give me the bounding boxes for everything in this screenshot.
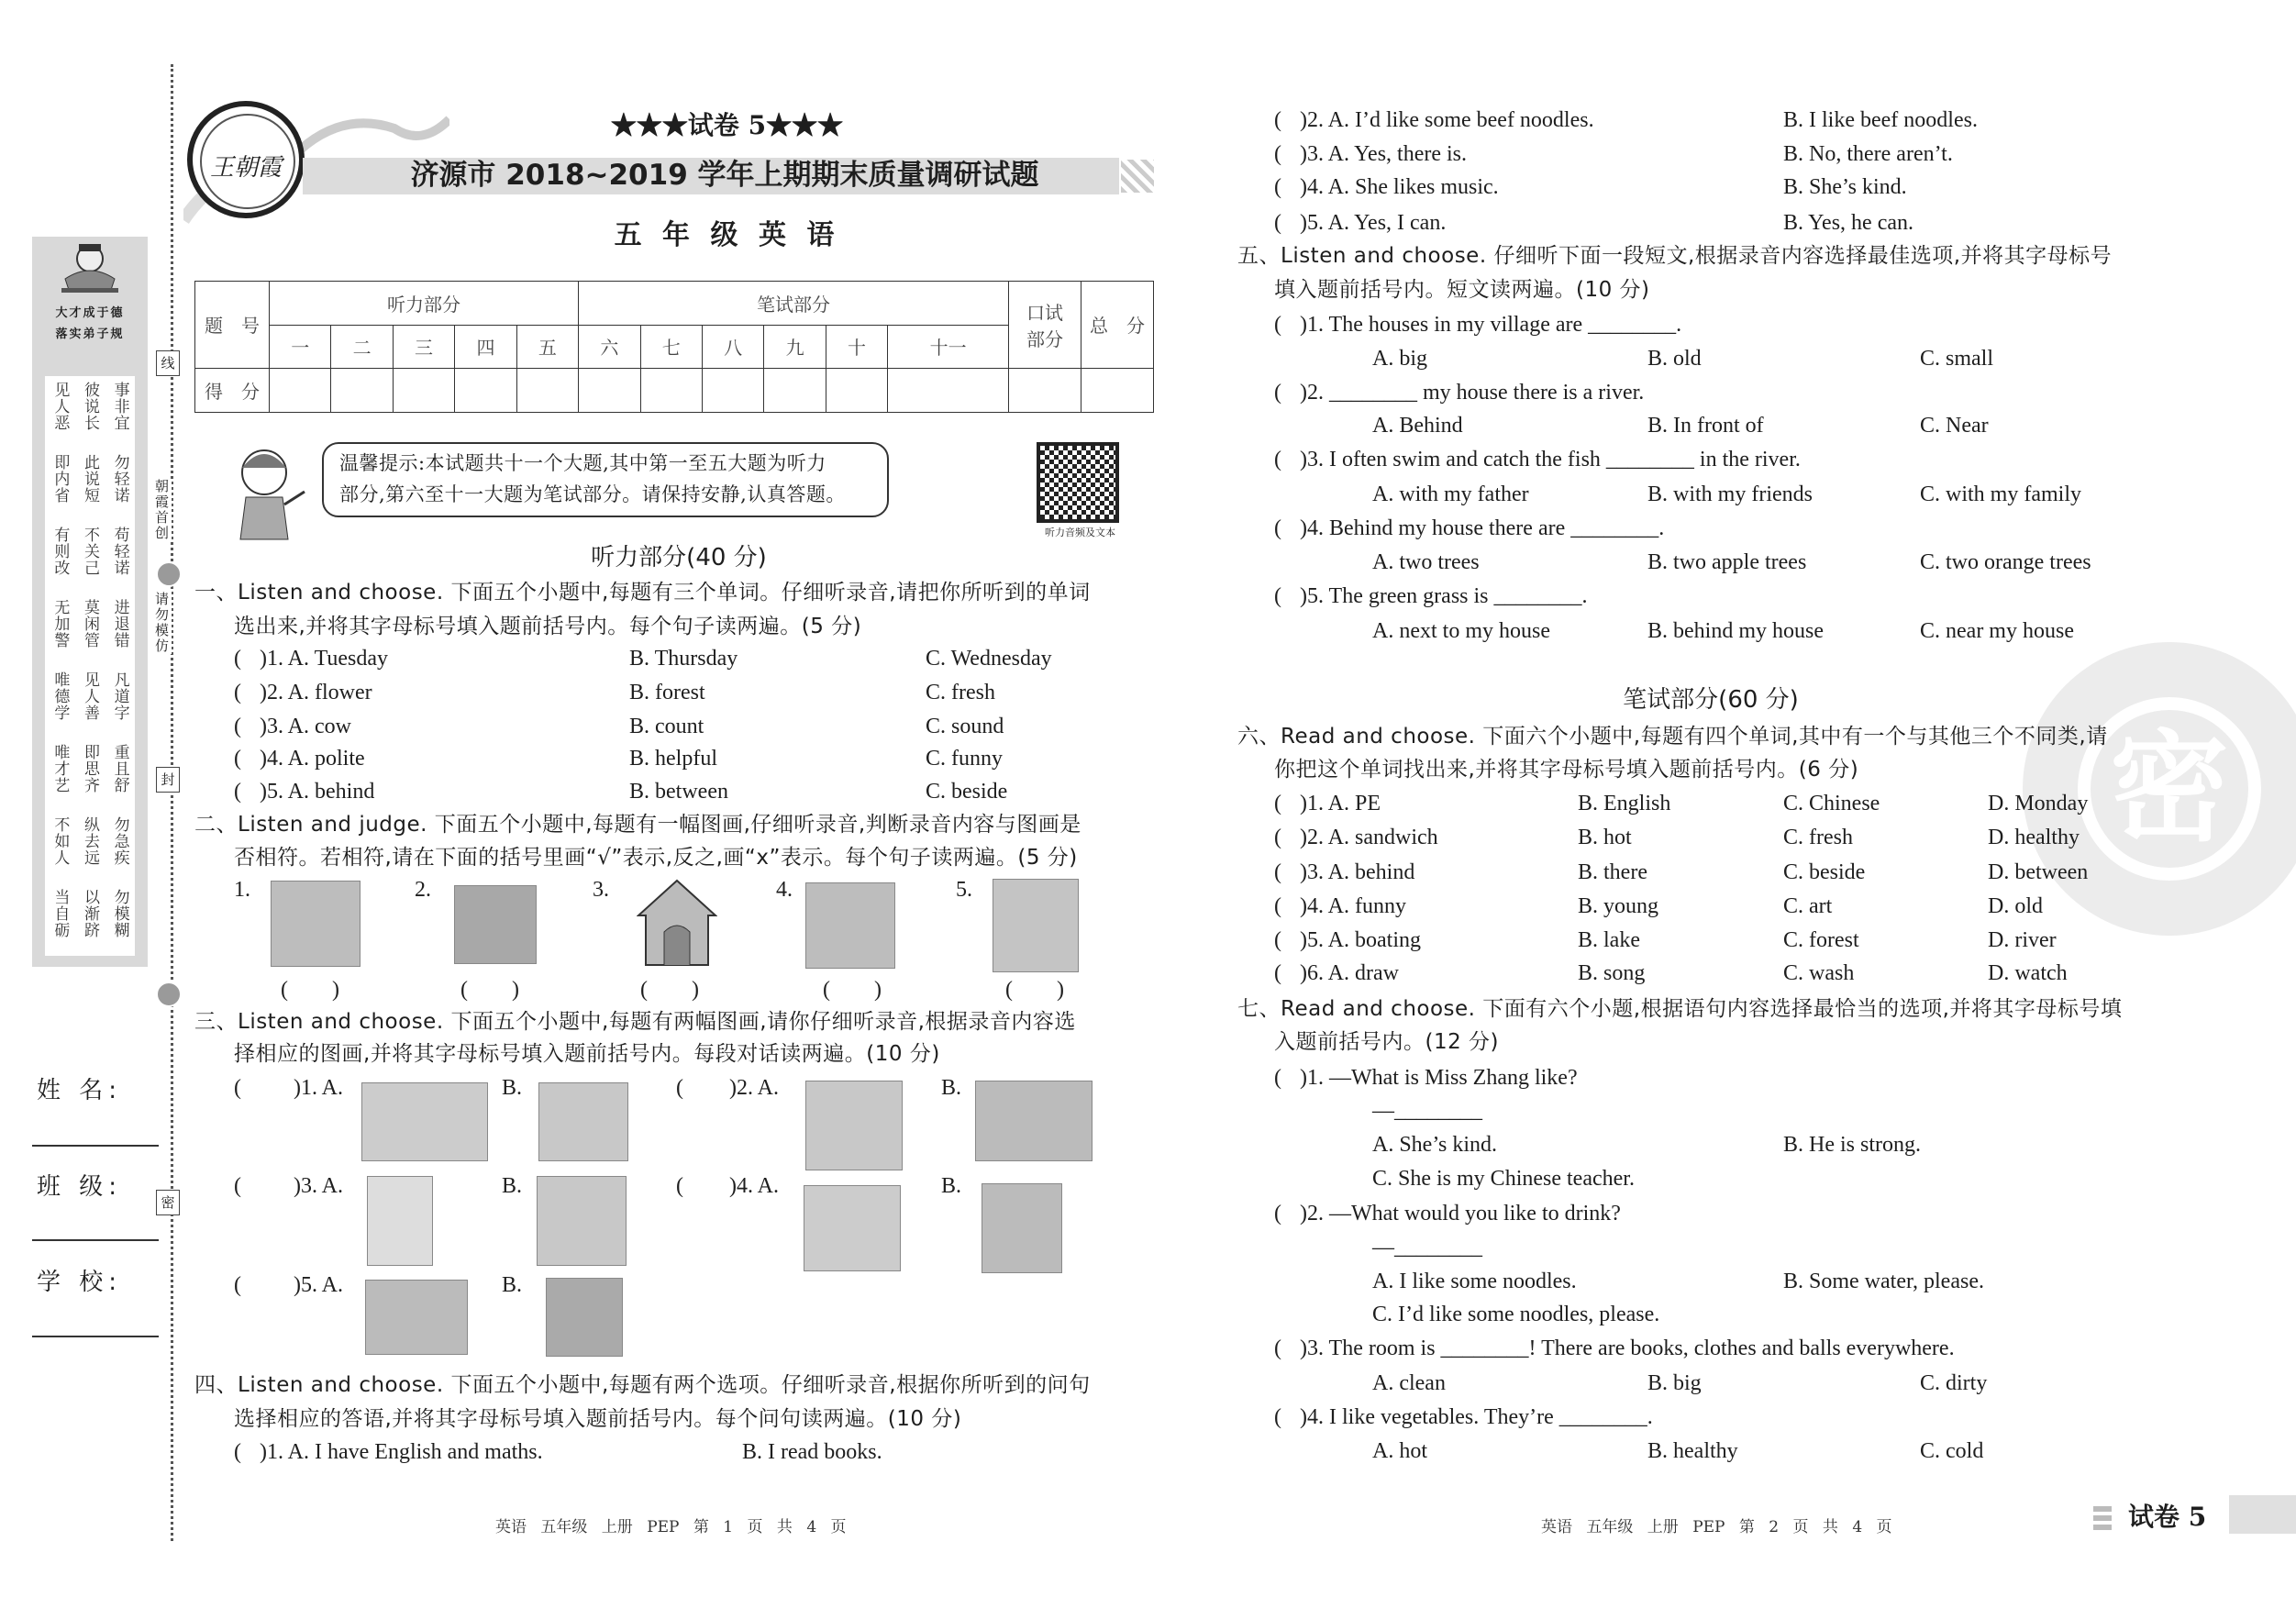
tab-pattern <box>2093 1504 2112 1530</box>
section6-heading: 六、Read and choose. 下面六个小题中,每题有四个单词,其中有一个与其他三个不同类,请 <box>1237 725 2108 749</box>
verse-column: 纵去远 <box>80 816 99 866</box>
option-b-label: B. <box>502 1273 523 1297</box>
verse-column: 即内省 <box>50 454 70 504</box>
score-cell[interactable] <box>764 368 826 412</box>
exam-subtitle: 五 年 级 英 语 <box>614 219 840 251</box>
option-c: C. Chinese <box>1783 792 1880 815</box>
verse-group <box>45 883 135 956</box>
answer-paren[interactable]: ( <box>1274 584 1281 608</box>
option-b-label: B. <box>502 1174 523 1198</box>
verse-column: 重且舒 <box>110 744 129 793</box>
option-d: D. old <box>1988 894 2043 918</box>
option-a: )2. A. flower <box>260 681 372 704</box>
option-b: B. with my friends <box>1647 482 1813 506</box>
question-label: )4. A. <box>729 1174 779 1198</box>
score-table <box>194 281 1154 413</box>
option-b: B. count <box>629 715 704 738</box>
answer-paren[interactable]: ( <box>1274 826 1281 849</box>
question-number: 五 <box>516 326 578 368</box>
option-a: )5. A. boating <box>1300 928 1421 952</box>
option-b-label: B. <box>941 1076 962 1100</box>
option-c: C. art <box>1783 894 1833 918</box>
question-label: )1. A. <box>294 1076 343 1100</box>
option-c: C. dirty <box>1920 1371 1988 1395</box>
ornament-icon <box>156 561 182 587</box>
section7-heading: 七、Read and choose. 下面有六个小题,根据语句内容选择最恰当的选项,并将其字母标号填 <box>1237 997 2123 1021</box>
verse-group <box>45 738 135 811</box>
verse-column: 见人善 <box>80 671 99 721</box>
option-b: B. two apple trees <box>1647 550 1807 574</box>
answer-paren[interactable]: ( <box>676 1076 683 1100</box>
question-text: )1. —What is Miss Zhang like? <box>1300 1066 1578 1090</box>
binding-label: 请勿模仿 <box>153 592 170 654</box>
verse-column: 见人恶 <box>50 382 70 431</box>
question-text: )5. The green grass is ________. <box>1300 584 1588 608</box>
picture-number: 4. <box>776 878 793 902</box>
class-field-label: 班 级: <box>37 1173 123 1201</box>
question-number: 六 <box>579 326 640 368</box>
option-c: C. beside <box>926 780 1008 804</box>
answer-paren[interactable]: ( <box>234 681 241 704</box>
question-label: )3. A. <box>294 1174 343 1198</box>
option-c: C. She is my Chinese teacher. <box>1372 1167 1635 1191</box>
question-text: )4. I like vegetables. They’re ________. <box>1300 1405 1653 1429</box>
score-cell[interactable] <box>826 368 887 412</box>
option-b: B. I read books. <box>742 1440 882 1464</box>
option-b: B. old <box>1647 347 1702 371</box>
verse-column: 此说短 <box>80 454 99 504</box>
option-c: C. beside <box>1783 860 1866 884</box>
question-text: )3. I often swim and catch the fish ________ in the river. <box>1300 448 1801 471</box>
girl-eating-picture <box>993 879 1079 972</box>
section3-heading: 三、Listen and choose. 下面五个小题中,每题有两幅图画,请你仔细听录音,根据录音内容选 <box>194 1010 1076 1034</box>
question-text: )2. ________ my house there is a river. <box>1300 381 1645 405</box>
verse-column: 无加警 <box>50 599 70 649</box>
tab-bar <box>2229 1495 2296 1534</box>
section1-heading: 选出来,并将其字母标号填入题前括号内。每个句子读两遍。(5 分) <box>234 615 862 638</box>
answer-paren[interactable]: ( <box>1274 961 1281 985</box>
option-b: B. song <box>1578 961 1646 985</box>
option-c: C. I’d like some noodles, please. <box>1372 1303 1660 1326</box>
judge-paren[interactable]: ( ) <box>640 978 699 1002</box>
question-label: )5. A. <box>294 1273 343 1297</box>
verse-group <box>45 449 135 521</box>
answer-paren[interactable]: ( <box>234 780 241 804</box>
option-a: )3. A. Yes, there is. <box>1300 142 1468 166</box>
option-b: B. there <box>1578 860 1647 884</box>
score-cell[interactable] <box>888 368 1009 412</box>
logo-text: 王朝霞 <box>209 154 282 182</box>
option-b: B. big <box>1647 1371 1702 1395</box>
man-sweeping-picture <box>271 881 360 967</box>
piano-player-picture <box>805 882 895 969</box>
answer-paren[interactable]: ( <box>234 715 241 738</box>
verse-column: 苟轻诺 <box>110 527 129 576</box>
answer-paren[interactable]: ( <box>234 1440 241 1464</box>
paper-tab: 试卷 5 <box>2128 1502 2207 1532</box>
verse-column: 不如人 <box>50 816 70 866</box>
watermark-char: 密 <box>2078 697 2261 881</box>
answer-paren[interactable]: ( <box>234 1273 241 1297</box>
option-c: C. Wednesday <box>926 647 1052 671</box>
question-number: 四 <box>455 326 516 368</box>
option-a: )1. A. Tuesday <box>260 647 389 671</box>
option-a: )1. A. PE <box>1300 792 1381 815</box>
class-field-line[interactable] <box>32 1239 159 1241</box>
oral-label: 口试 <box>1026 301 1063 324</box>
verse-column: 不关己 <box>80 527 99 576</box>
section7-heading: 入题前括号内。(12 分) <box>1274 1030 1500 1054</box>
question-number: 三 <box>393 326 454 368</box>
score-cell[interactable] <box>331 368 393 412</box>
question-text: )4. Behind my house there are ________. <box>1300 516 1665 540</box>
verse-column: 勿急疾 <box>110 816 129 866</box>
verse-column: 即思齐 <box>80 744 99 793</box>
option-a: )2. A. sandwich <box>1300 826 1438 849</box>
binding-dotted-line <box>171 64 173 1541</box>
binding-mark-secret: 密 <box>156 1190 180 1215</box>
question-number: 九 <box>764 326 826 368</box>
option-b: B. Yes, he can. <box>1783 211 1913 235</box>
score-cell[interactable] <box>702 368 763 412</box>
verse-group <box>45 376 135 449</box>
answer-paren[interactable]: ( <box>1274 381 1281 405</box>
option-d: D. healthy <box>1988 826 2080 849</box>
verse-column: 事非宜 <box>110 382 129 431</box>
option-b-label: B. <box>502 1076 523 1100</box>
answer-paren[interactable]: ( <box>234 647 241 671</box>
writing-header: 笔试部分 <box>579 282 1009 326</box>
option-b: B. hot <box>1578 826 1632 849</box>
option-b: B. helpful <box>629 747 717 771</box>
score-cell[interactable] <box>393 368 454 412</box>
option-b: B. In front of <box>1647 414 1764 438</box>
verse-group <box>45 666 135 738</box>
option-a: A. two trees <box>1372 550 1480 574</box>
option-a: )6. A. draw <box>1300 961 1399 985</box>
tip-text: 温馨提示:本试题共十一个大题,其中第一至五大题为听力 <box>339 452 826 474</box>
doghouse-picture <box>637 879 717 967</box>
answer-paren[interactable]: ( <box>1274 211 1281 235</box>
score-cell[interactable] <box>270 368 331 412</box>
ornament-icon <box>156 981 182 1007</box>
oral-label: 部分 <box>1026 327 1063 350</box>
score-label: 得 分 <box>195 368 270 412</box>
section1-heading: 一、Listen and choose. 下面五个小题中,每题有三个单词。仔细听录音,请把你所听到的单词 <box>194 581 1091 604</box>
row-label: 题 号 <box>195 282 270 369</box>
option-b: B. Thursday <box>629 647 738 671</box>
name-field-line[interactable] <box>32 1145 159 1147</box>
motto-line: 落实弟子规 <box>55 327 125 341</box>
motto-sidebar <box>32 237 148 967</box>
name-field-label: 姓 名: <box>37 1077 123 1104</box>
option-c: C. fresh <box>926 681 995 704</box>
option-a: A. She’s kind. <box>1372 1133 1498 1157</box>
verse-column: 勿模糊 <box>110 889 129 938</box>
picture-number: 2. <box>415 878 431 902</box>
option-b: B. English <box>1578 792 1671 815</box>
brand-logo <box>187 101 305 218</box>
option-c: C. forest <box>1783 928 1859 952</box>
section2-heading: 二、Listen and judge. 下面五个小题中,每题有一幅图画,仔细听录音,判断录音内容与图画是 <box>194 813 1081 837</box>
question-label: )2. A. <box>729 1076 779 1100</box>
listening-header: 听力部分 <box>270 282 579 326</box>
section5-heading: 五、Listen and choose. 仔细听下面一段短文,根据录音内容选择最佳选项,并将其字母标号 <box>1237 244 2113 268</box>
verse-column: 莫闲管 <box>80 599 99 649</box>
option-d: D. Monday <box>1988 792 2089 815</box>
option-a: )4. A. She likes music. <box>1300 175 1499 199</box>
picture-number: 5. <box>956 878 972 902</box>
motto-line: 大才成于德 <box>55 306 125 320</box>
student-reading-illustration <box>58 242 122 297</box>
verse-column: 唯德学 <box>50 671 70 721</box>
verse-column: 唯才艺 <box>50 744 70 793</box>
page-footer: 英语 五年级 上册 PEP 第 1 页 共 4 页 <box>495 1518 847 1536</box>
binding-mark-seal: 封 <box>156 767 180 793</box>
tip-text: 部分,第六至十一大题为笔试部分。请保持安静,认真答题。 <box>339 483 846 505</box>
option-a: A. clean <box>1372 1371 1446 1395</box>
option-c: C. near my house <box>1920 619 2074 643</box>
option-b: B. She’s kind. <box>1783 175 1907 199</box>
picture-number: 1. <box>234 878 250 902</box>
section6-heading: 你把这个单词找出来,并将其字母标号填入题前括号内。(6 分) <box>1274 758 1859 782</box>
verse-group <box>45 521 135 593</box>
option-a: A. big <box>1372 347 1427 371</box>
option-b: B. forest <box>629 681 705 704</box>
basketball-picture <box>367 1176 433 1266</box>
answer-paren[interactable]: ( <box>1274 860 1281 884</box>
option-b-label: B. <box>941 1174 962 1198</box>
option-c: C. sound <box>926 715 1004 738</box>
oral-header <box>1009 282 1081 369</box>
option-a: )4. A. polite <box>260 747 365 771</box>
answer-paren[interactable]: ( <box>676 1174 683 1198</box>
option-a: A. Behind <box>1372 414 1463 438</box>
question-text: )3. The room is ________! There are books, clothes and balls everywhere. <box>1300 1336 1955 1360</box>
option-b: B. He is strong. <box>1783 1133 1921 1157</box>
option-d: D. watch <box>1988 961 2068 985</box>
total-header: 总 分 <box>1081 282 1154 369</box>
score-cell[interactable] <box>640 368 702 412</box>
question-number: 十 <box>826 326 887 368</box>
option-a: )3. A. behind <box>1300 860 1415 884</box>
question-number: 二 <box>331 326 393 368</box>
option-a: )5. A. behind <box>260 780 375 804</box>
option-a: A. next to my house <box>1372 619 1550 643</box>
option-c: C. fresh <box>1783 826 1853 849</box>
page-footer: 英语 五年级 上册 PEP 第 2 页 共 4 页 <box>1541 1518 1892 1536</box>
exam-title: 济源市 2018~2019 学年上期期末质量调研试题 <box>410 159 1039 192</box>
option-b: B. between <box>629 780 728 804</box>
verse-column: 当自砺 <box>50 889 70 938</box>
verse-group <box>45 811 135 883</box>
school-field-label: 学 校: <box>37 1269 123 1296</box>
mountain-picture <box>546 1278 623 1357</box>
section3-heading: 择相应的图画,并将其字母标号填入题前括号内。每段对话读两遍。(10 分) <box>234 1042 940 1066</box>
girl-waving-picture <box>538 1082 628 1161</box>
option-a: )4. A. funny <box>1300 894 1406 918</box>
option-b: B. I like beef noodles. <box>1783 108 1978 132</box>
answer-paren[interactable]: ( <box>1274 142 1281 166</box>
secret-watermark <box>2023 642 2296 936</box>
option-c: C. wash <box>1783 961 1855 985</box>
football-picture <box>537 1176 627 1266</box>
section4-heading: 选择相应的答语,并将其字母标号填入题前括号内。每个问句读两遍。(10 分) <box>234 1407 962 1431</box>
option-b: B. young <box>1578 894 1659 918</box>
section4-heading: 四、Listen and choose. 下面五个小题中,每题有两个选项。仔细听录音,根据你所听到的问句 <box>194 1373 1091 1397</box>
option-a: )3. A. cow <box>260 715 351 738</box>
option-b: B. healthy <box>1647 1439 1738 1463</box>
house-picture <box>975 1081 1093 1161</box>
score-cell[interactable] <box>579 368 640 412</box>
answer-blank: —________ <box>1372 1099 1482 1123</box>
question-number: 七 <box>640 326 702 368</box>
listening-section-title: 听力部分(40 分) <box>591 544 767 571</box>
option-c: C. funny <box>926 747 1003 771</box>
answer-paren[interactable]: ( <box>1274 928 1281 952</box>
question-text: )2. —What would you like to drink? <box>1300 1202 1621 1225</box>
option-a: A. hot <box>1372 1439 1427 1463</box>
answer-paren[interactable]: ( <box>1274 1405 1281 1429</box>
verse-column: 有则改 <box>50 527 70 576</box>
qr-code[interactable] <box>1037 442 1119 523</box>
score-cell[interactable] <box>1081 368 1154 412</box>
answer-paren[interactable]: ( <box>234 1076 241 1100</box>
judge-paren[interactable]: ( ) <box>460 978 519 1002</box>
option-c: C. cold <box>1920 1439 1984 1463</box>
option-b: B. Some water, please. <box>1783 1270 1984 1293</box>
option-c: C. small <box>1920 347 1994 371</box>
paper-label: ★★★试卷 5★★★ <box>610 110 844 140</box>
verse-column: 进退错 <box>110 599 129 649</box>
verse-column: 勿轻诺 <box>110 454 129 504</box>
girl-pointing-illustration <box>227 440 310 541</box>
verse-panel <box>45 376 135 956</box>
option-b: B. lake <box>1578 928 1640 952</box>
answer-paren[interactable]: ( <box>1274 108 1281 132</box>
question-number: 八 <box>702 326 763 368</box>
answer-paren[interactable]: ( <box>1274 1202 1281 1225</box>
verse-column: 凡道字 <box>110 671 129 721</box>
option-a: )2. A. I’d like some beef noodles. <box>1300 108 1594 132</box>
judge-paren[interactable]: ( ) <box>823 978 882 1002</box>
street-picture <box>365 1280 468 1355</box>
option-b: B. No, there aren’t. <box>1783 142 1953 166</box>
writing-section-title: 笔试部分(60 分) <box>1623 686 1799 714</box>
option-b: B. behind my house <box>1647 619 1824 643</box>
beach-umbrella-picture <box>454 885 537 964</box>
judge-paren[interactable]: ( ) <box>1005 978 1064 1002</box>
answer-paren[interactable]: ( <box>234 1174 241 1198</box>
verse-column: 以渐跻 <box>80 889 99 938</box>
option-c: C. two orange trees <box>1920 550 2091 574</box>
qr-caption: 听力音频及文本 <box>1045 527 1115 538</box>
option-c: C. Near <box>1920 414 1989 438</box>
verse-group <box>45 593 135 666</box>
judge-paren[interactable]: ( ) <box>281 978 339 1002</box>
woman-glasses-picture <box>982 1183 1062 1273</box>
man-thumbs-up-picture <box>804 1185 901 1271</box>
option-a: )1. A. I have English and maths. <box>260 1440 543 1464</box>
answer-paren[interactable]: ( <box>1274 894 1281 918</box>
option-c: C. with my family <box>1920 482 2081 506</box>
bicycle-picture <box>805 1081 903 1170</box>
binding-label: 朝霞首创 <box>153 479 170 541</box>
handshake-picture <box>361 1082 488 1161</box>
answer-paren[interactable]: ( <box>1274 1066 1281 1090</box>
answer-paren[interactable]: ( <box>1274 313 1281 337</box>
question-number: 十一 <box>888 326 1009 368</box>
binding-mark-line: 线 <box>156 350 180 376</box>
answer-paren[interactable]: ( <box>1274 448 1281 471</box>
verse-column: 彼说长 <box>80 382 99 431</box>
answer-paren[interactable]: ( <box>234 747 241 771</box>
picture-number: 3. <box>593 878 609 902</box>
answer-paren[interactable]: ( <box>1274 1336 1281 1360</box>
score-cell[interactable] <box>1009 368 1081 412</box>
score-cell[interactable] <box>516 368 578 412</box>
question-number: 一 <box>270 326 331 368</box>
option-d: D. between <box>1988 860 2089 884</box>
score-cell[interactable] <box>455 368 516 412</box>
section5-heading: 填入题前括号内。短文读两遍。(10 分) <box>1274 278 1650 302</box>
option-a: A. I like some noodles. <box>1372 1270 1577 1293</box>
answer-paren[interactable]: ( <box>1274 792 1281 815</box>
answer-paren[interactable]: ( <box>1274 516 1281 540</box>
option-a: A. with my father <box>1372 482 1529 506</box>
option-a: )5. A. Yes, I can. <box>1300 211 1447 235</box>
question-text: )1. The houses in my village are ________. <box>1300 313 1682 337</box>
section2-heading: 否相符。若相符,请在下面的括号里画“√”表示,反之,画“x”表示。每个句子读两遍。(5 分) <box>234 846 1078 870</box>
option-d: D. river <box>1988 928 2057 952</box>
answer-paren[interactable]: ( <box>1274 175 1281 199</box>
answer-blank: —________ <box>1372 1236 1482 1259</box>
school-field-line[interactable] <box>32 1336 159 1337</box>
